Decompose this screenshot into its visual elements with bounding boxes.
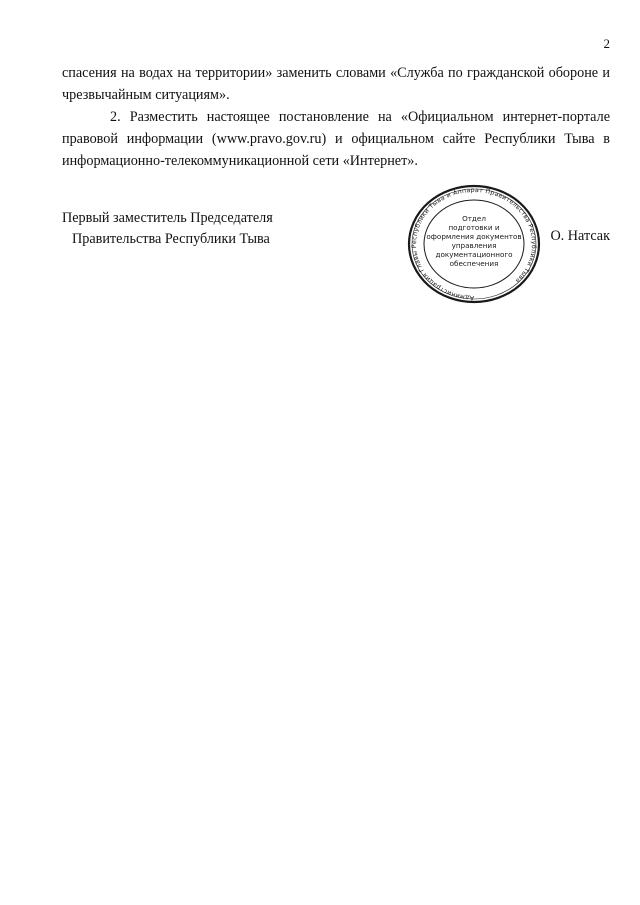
- signer-name: О. Натсак: [550, 228, 610, 244]
- seal-center-line: оформления документов: [426, 232, 522, 241]
- signature-position: [62, 208, 273, 250]
- document-body: [62, 62, 610, 172]
- official-seal-icon: [406, 183, 542, 305]
- paragraph-continuation: спасения на водах на территории» заменить словами «Служба по гражданской обороне и чрезвычайным ситуациям».: [62, 65, 610, 103]
- seal-center-line: Отдел: [462, 214, 486, 223]
- signature-position-line1: Первый заместитель Председателя: [62, 210, 273, 226]
- seal-center-line: документационного: [435, 250, 513, 259]
- signature-position-line2: Правительства Республики Тыва: [72, 231, 270, 247]
- seal-center-line: управления: [451, 241, 497, 250]
- paragraph-item-2: 2. Разместить настоящее постановление на «Официальном интернет-портале правовой информации (www.pravo.gov.ru) и официальном сайте Республики Тыва в информационно-телекоммуникационной сети «Интернет».: [62, 109, 610, 169]
- seal-center-line: обеспечения: [449, 259, 499, 268]
- page-number: 2: [603, 36, 610, 51]
- seal-ring-text: Администрация Главы Республики Тыва и Аппарат Правительства Республики Тыва: [410, 186, 538, 302]
- seal-center-line: подготовки и: [448, 223, 500, 232]
